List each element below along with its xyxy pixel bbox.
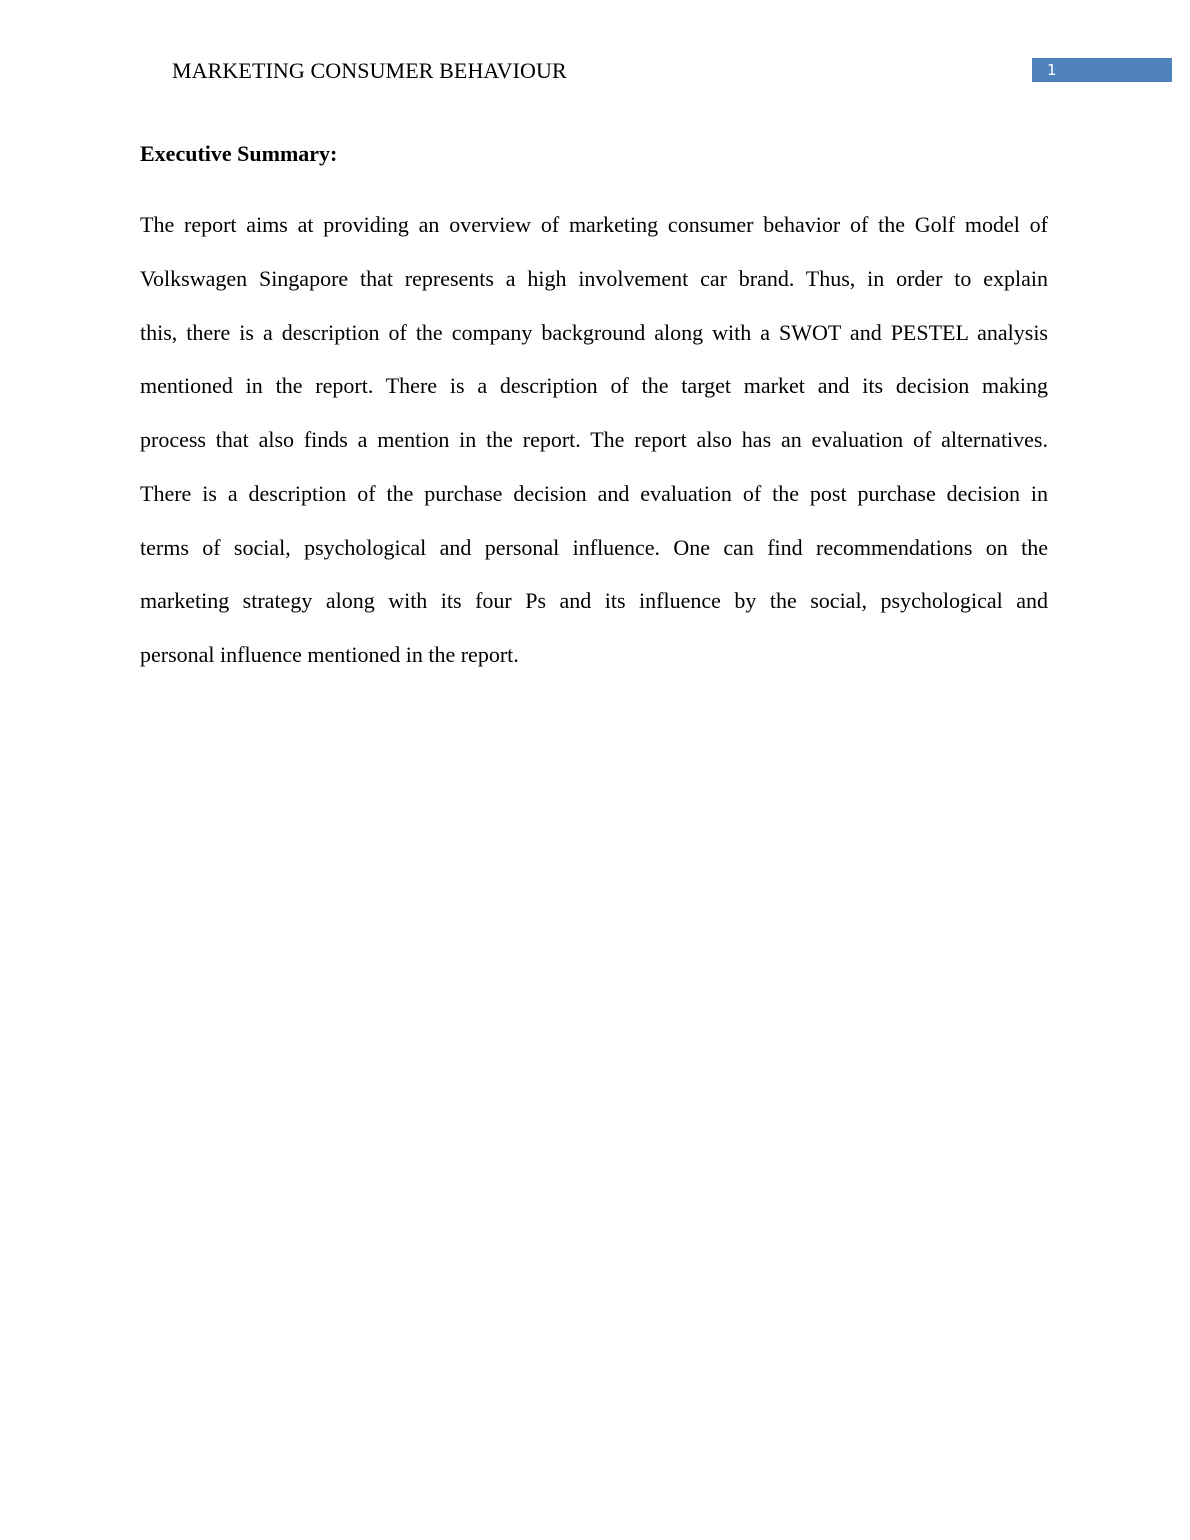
- paragraph-line-8: marketing strategy along with its four Ps and its influence by the social, psychological and: [140, 588, 1048, 614]
- paragraph-line-9: personal influence mentioned in the report.: [140, 642, 519, 667]
- paragraph-line-6: There is a description of the purchase decision and evaluation of the post purchase decision in: [140, 480, 1048, 506]
- paragraph-line-2: Volkswagen Singapore that represents a high involvement car brand. Thus, in order to explain: [140, 265, 1048, 291]
- running-header-title: MARKETING CONSUMER BEHAVIOUR: [172, 58, 567, 83]
- executive-summary-heading: Executive Summary:: [140, 141, 338, 166]
- page-number: 1: [1047, 61, 1057, 79]
- paragraph-line-4: mentioned in the report. There is a description of the target market and its decision making: [140, 373, 1048, 399]
- paragraph-line-3: this, there is a description of the company background along with a SWOT and PESTEL analysis: [140, 319, 1048, 345]
- paragraph-line-7: terms of social, psychological and personal influence. One can find recommendations on the: [140, 534, 1048, 560]
- executive-summary-paragraph: [140, 198, 1048, 682]
- paragraph-line-5: process that also finds a mention in the report. The report also has an evaluation of alternatives.: [140, 427, 1048, 452]
- paragraph-line-1: The report aims at providing an overview of marketing consumer behavior of the Golf model of: [140, 212, 1048, 237]
- page-number-bar: [1032, 58, 1172, 82]
